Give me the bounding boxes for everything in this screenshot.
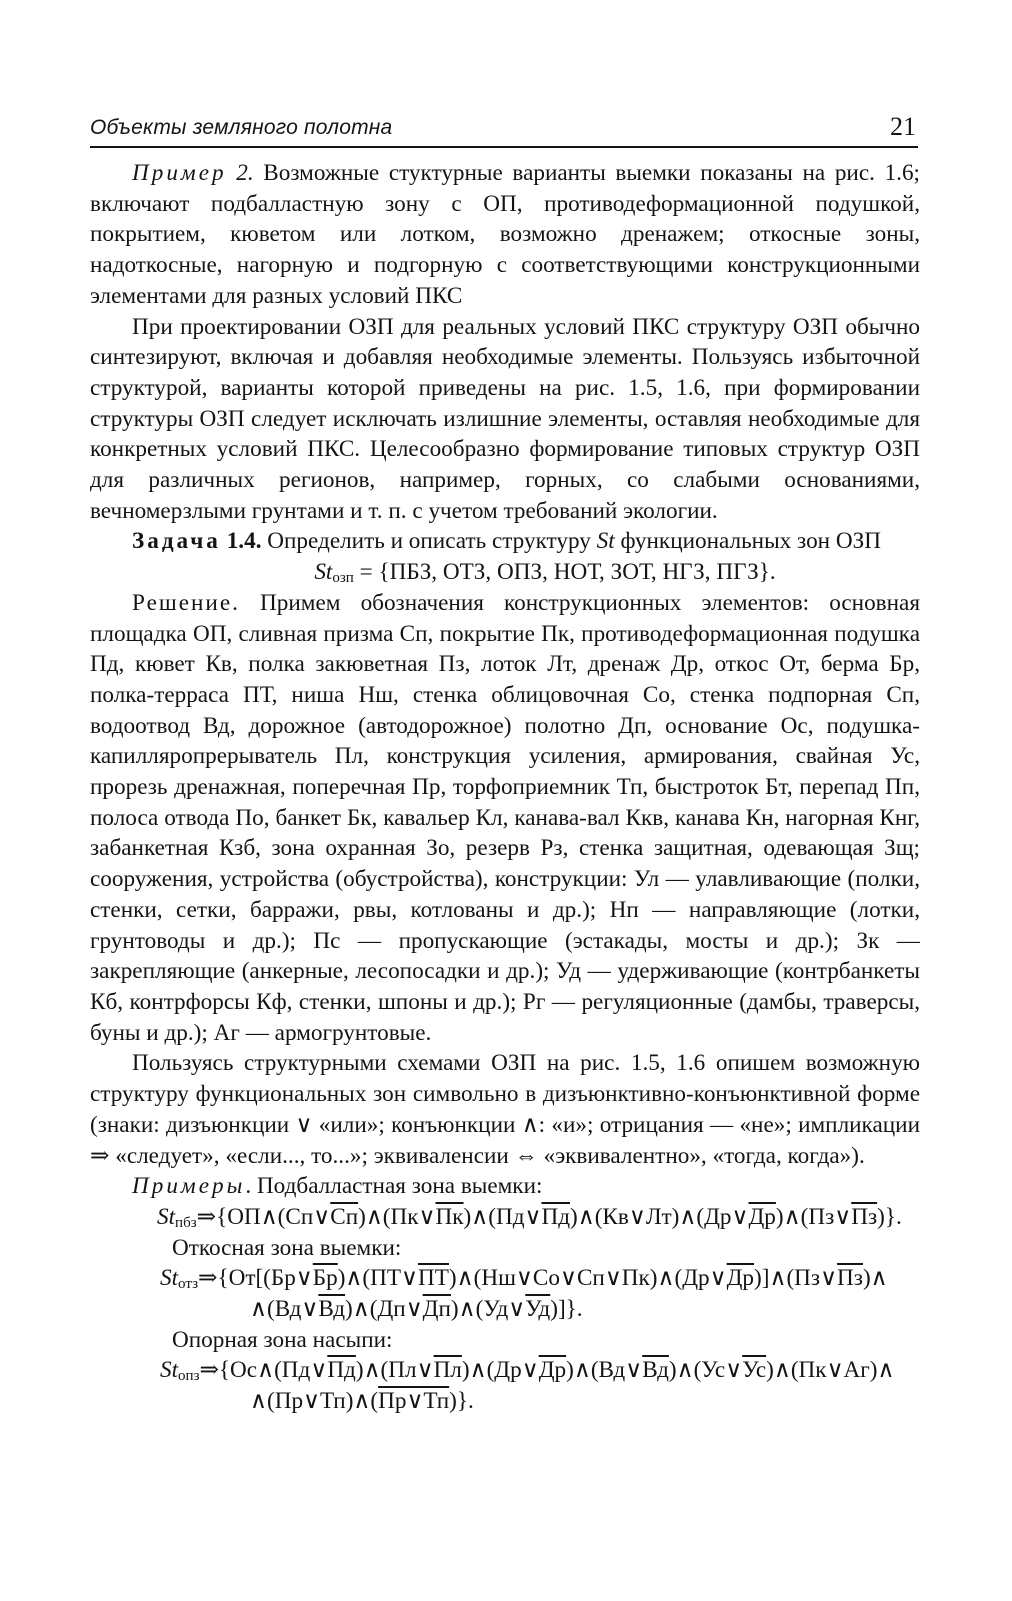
task-formula-body: = {ПБЗ, ОТЗ, ОПЗ, НОТ, ЗОТ, НГЗ, ПГЗ}. [353, 559, 776, 586]
example-2-text: Возможные стуктурные варианты выемки показаны на рис. 1.6; включают подбалластную зону с ОП, противодеформационной подушкой, покрытием, кюветом или лотком, возможно дренажем; откосные зоны, надоткосные, нагорную и подгорную с соответствующими конструкционными элементами для разных условий ПКС [90, 160, 920, 309]
task-label: Задача [132, 528, 221, 555]
formula-slope-continued: ∧(Вд∨Вд)∧(Дп∨Дп)∧(Уд∨Уд)]}. [250, 1296, 583, 1323]
solution-text: Примем обозначения конструкционных элементов: основная площадка ОП, сливная призма Сп, покрытие Пк, противодеформационная подушка Пд, кювет Кв, полка закюветная Пз, лоток Лт, дренаж Др, откос От, берма Бр, полка-терраса ПТ, ниша Нш, стенка облицовочная Со, стенка подпорная Сп, водоотвод Вд, дорожное (автодорожное) полотно Дп, основание Ос, подушка-капилляропрерыватель Пл, конструкция усиления, армирования, свайная Ус, прорезь дренажная, поперечная Пр, торфоприемник Тп, быстроток Бт, перепад Пп, полоса отвода По, банкет Бк, кавальер Кл, канава-вал Ккв, канава Кн, нагорная Кнг, забанкетная Кзб, зона охранная Зо, резерв Рз, стенка защитная, одевающая Зщ; сооружения, устройства (обустройства), конструкции: Ул — улавливающие (полки, стенки, сетки, барражи, рвы, котлованы и др.); Нп — направляющие (лотки, грунтоводы и др.); Пс — пропускающие (эстакады, мосты и др.); Зк — закрепляющие (анкерные, лесопосадки и др.); Уд — удерживающие (контрбанкеты Кб, контрфорсы Кф, стенки, шпоны и др.); Рг — регуляционные (дамбы, траверсы, буны и др.); Аг — армогрунтовые. [90, 589, 920, 1046]
task-number: 1.4. [220, 528, 262, 555]
formula-subballast-symbol: St [157, 1203, 176, 1230]
solution-label: Решение. [132, 589, 240, 616]
support-zone-label: Опорная зона насыпи: [172, 1326, 393, 1353]
task-text-pre: Определить и описать структуру [261, 528, 597, 555]
example-2-paragraph [90, 158, 920, 312]
formula-slope: $St_{отз}\Rightarrow\{От[(Бр\vee Бр)\wedge(ПТ\vee ПТ)\wedge(Нш\vee Со\vee Сп\vee Пк)\wedge(Др\vee Др)]\wedge(Пз\vee Пз)\wedge$ [160, 1265, 888, 1293]
running-title: Объекты земляного полотна [90, 116, 393, 139]
slope-zone-label: Откосная зона выемки: [172, 1234, 402, 1261]
formula-subballast: $St_{пбз}\Rightarrow\{ОП\wedge(Сп\vee Сп)\wedge(Пк\vee Пк)\wedge(Пд\vee Пд)\wedge(Кв\vee Лт)\wedge(Др\vee Др)\wedge(Пз\vee Пз)\}$. [157, 1203, 902, 1231]
example-label: Пример [132, 160, 227, 186]
examples-text: . Подбалластная зона выемки: [245, 1173, 543, 1200]
page-number: 21 [890, 112, 916, 141]
design-paragraph: При проектировании ОЗП для реальных условий ПКС структуру ОЗП обычно синтезируют, включая и добавляя необходимые элементы. Пользуясь избыточной структурой, варианты которой приведены на рис. 1.5, 1.6, при формировании структуры ОЗП следует исключать излишние элементы, оставляя необходимые для конкретных условий ПКС. Целесообразно формирование типовых структур ОЗП для различных регионов, например, горных, со слабыми основаниями, вечномерзлыми грунтами и т. п. с учетом требований экологии. [90, 313, 920, 524]
solution-paragraph [90, 588, 920, 1049]
task-formula-symbol: St [314, 559, 333, 586]
task-formula [90, 557, 920, 588]
task-paragraph [90, 526, 920, 557]
examples-label: Примеры [132, 1173, 246, 1200]
example-number: 2. [226, 160, 254, 186]
formula-slope-symbol: St [160, 1265, 179, 1292]
formula-slope-subscript: отз [178, 1276, 199, 1293]
formula-support-subscript: опз [178, 1368, 200, 1385]
task-text-post: функциональных зон ОЗП [614, 528, 881, 555]
task-formula-subscript: озп [332, 570, 354, 587]
formula-support-symbol: St [160, 1357, 179, 1384]
page-body [90, 158, 920, 1417]
formula-subballast-subscript: пбз [175, 1214, 197, 1231]
running-header [90, 112, 918, 148]
formula-support-continued: ∧(Пр∨Тп)∧(Пр∨Тп)}. [250, 1388, 474, 1415]
task-symbol: St [596, 528, 615, 555]
formula-support: $St_{опз}\Rightarrow\{Ос\wedge(Пд\vee Пд)\wedge(Пл\vee Пл)\wedge(Др\vee Др)\wedge(Вд\vee Вд)\wedge(Ус\vee Ус)\wedge(Пк\vee Аг)\wedge$ [160, 1357, 895, 1385]
examples-paragraph [90, 1171, 920, 1202]
schemes-paragraph: Пользуясь структурными схемами ОЗП на рис. 1.5, 1.6 опишем возможную структуру функциональных зон символьно в дизъюнктивно-конъюнктивной форме (знаки: дизъюнкции ∨ «или»; конъюнкции ∧: «и»; отрицания — «не»; импликации ⇒ «следует», «если..., то...»; эквиваленсии ⇔ «эквивалентно», «тогда, когда»). [90, 1050, 920, 1169]
